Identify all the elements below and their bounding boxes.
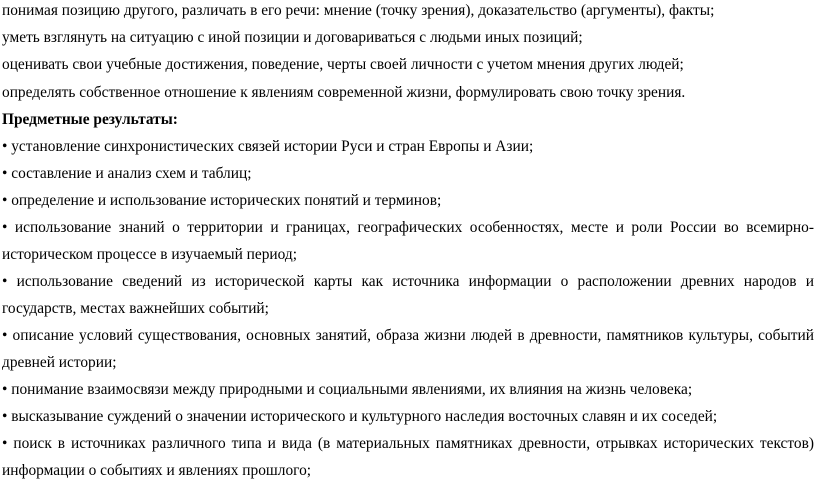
intro-item: определять собственное отношение к явлениям современной жизни, формулировать свою точку зрения. <box>2 84 686 101</box>
intro-item: понимая позицию другого, различать в его речи: мнение (точку зрения), доказательство (аргументы), факты; <box>2 2 715 19</box>
result-item-continuation: информации о событиях и явлениях прошлого; <box>2 462 312 479</box>
result-item-continuation: древней истории; <box>2 354 117 371</box>
result-item-continuation: историческом процессе в изучаемый период; <box>2 246 298 263</box>
intro-item: оценивать свои учебные достижения, поведение, черты своей личности с учетом мнения других людей; <box>2 56 684 73</box>
result-item: • использование знаний о территории и границах, географических особенностях, месте и роли России во всемирно- <box>2 219 814 236</box>
section-heading: Предметные результаты: <box>2 111 178 128</box>
result-item: • высказывание суждений о значении исторического и культурного наследия восточных славян и их соседей; <box>2 408 718 425</box>
result-item: • составление и анализ схем и таблиц; <box>2 165 252 182</box>
result-item-continuation: государств, местах важнейших событий; <box>2 300 269 317</box>
result-item: • описание условий существования, основных занятий, образа жизни людей в древности, памятников культуры, событий <box>2 327 814 344</box>
result-item: • установление синхронистических связей истории Руси и стран Европы и Азии; <box>2 138 534 155</box>
result-item: • определение и использование исторических понятий и терминов; <box>2 192 442 209</box>
result-item: • использование сведений из исторической карты как источника информации о расположении древних народов и <box>2 273 814 290</box>
result-item: • понимание взаимосвязи между природными и социальными явлениями, их влияния на жизнь человека; <box>2 381 693 398</box>
result-item: • поиск в источниках различного типа и вида (в материальных памятниках древности, отрывках исторических текстов) <box>2 435 814 452</box>
intro-item: уметь взглянуть на ситуацию с иной позиции и договариваться с людьми иных позиций; <box>2 29 583 46</box>
